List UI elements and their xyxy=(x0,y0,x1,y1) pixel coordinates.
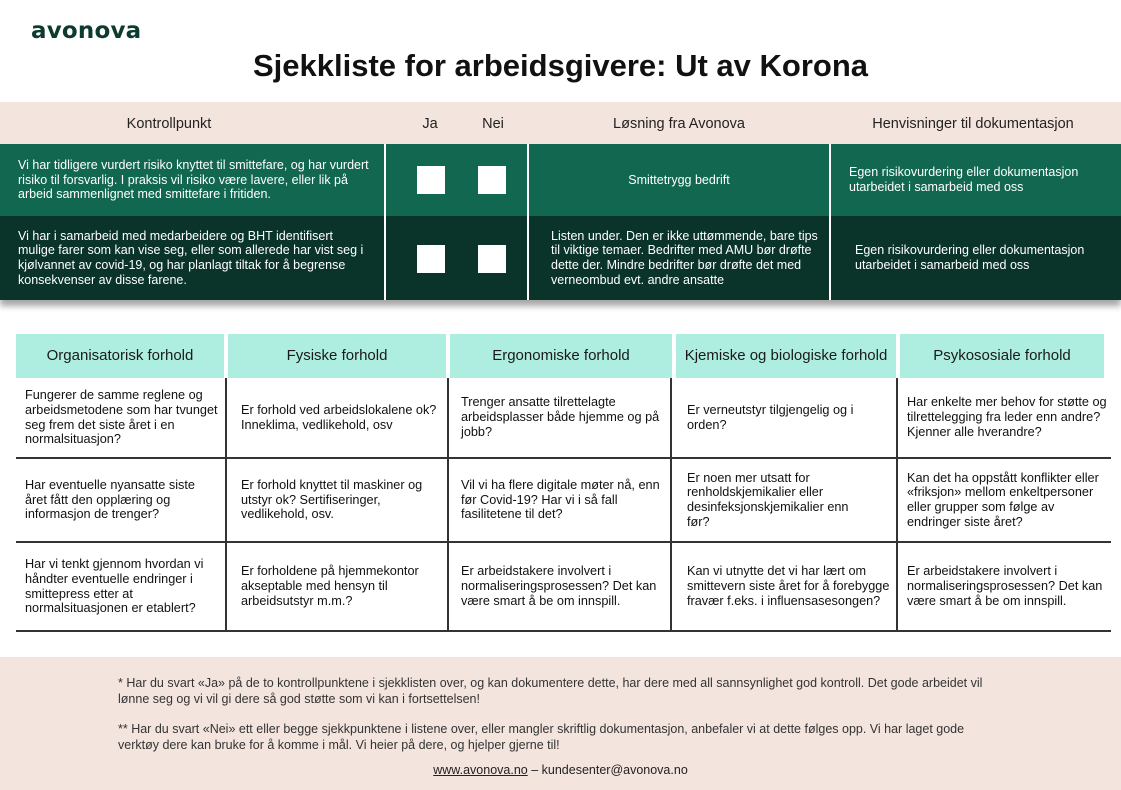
henvisning-text: Egen risikovurdering eller dokumentasjon utarbeidet i samarbeid med oss xyxy=(849,165,1079,194)
table-rule xyxy=(16,630,1111,632)
divider xyxy=(384,144,386,216)
divider xyxy=(829,144,831,216)
checklist-header xyxy=(0,102,1121,144)
table-divider xyxy=(225,378,227,632)
category-header-kjemiske: Kjemiske og biologiske forhold xyxy=(676,334,896,378)
website-link[interactable]: www.avonova.no xyxy=(433,763,528,777)
header-ja: Ja xyxy=(422,116,438,132)
ja-checkbox[interactable] xyxy=(417,245,445,273)
header-losning: Løsning fra Avonova xyxy=(613,116,745,132)
category-cell: Er forhold knyttet til maskiner og utstyr ok? Sertifiseringer, vedlikehold, osv. xyxy=(241,477,423,522)
category-cell: Har enkelte mer behov for støtte og tilrettelegging fra leder enn andre? Kjenner alle hverandre? xyxy=(907,395,1107,439)
checklist-row xyxy=(0,144,1121,216)
table-divider xyxy=(896,378,898,632)
nei-checkbox[interactable] xyxy=(478,166,506,194)
category-cell: Trenger ansatte tilrettelagte arbeidsplasser både hjemme og på jobb? xyxy=(461,395,660,439)
link-separator: – xyxy=(527,763,542,777)
category-cell: Er arbeidstakere involvert i normaliseringsprosessen? Det kan være smart å be om innspill. xyxy=(907,564,1103,608)
checklist xyxy=(0,102,1121,300)
category-cell: Er forhold ved arbeidslokalene ok? Inneklima, vedlikehold, osv xyxy=(241,402,437,432)
losning-text: Listen under. Den er ikke uttømmende, bare tips til viktige temaer. Bedrifter med AMU bør drøfte dette der. Mindre bedrifter bør drøfte det med verneombud evt. andre ansatte xyxy=(551,228,818,287)
category-cell: Er noen mer utsatt for renholdskjemikalier eller desinfeksjonskjemikalier enn før? xyxy=(687,470,849,529)
category-cell: Fungerer de samme reglene og arbeidsmetodene som har tvunget seg frem det siste året i en normalsituasjon? xyxy=(25,388,218,447)
category-cell: Kan det ha oppstått konflikter eller «friksjon» mellom enkeltpersoner eller grupper som følge av endringer siste året? xyxy=(907,470,1099,529)
category-header-ergonomiske: Ergonomiske forhold xyxy=(450,334,672,378)
divider xyxy=(829,216,831,300)
header-nei: Nei xyxy=(482,116,504,132)
category-cell: Har vi tenkt gjennom hvordan vi håndter eventuelle endringer i smittepress etter at normalsituasjonen er etablert? xyxy=(25,557,204,616)
table-divider xyxy=(670,378,672,632)
divider xyxy=(527,144,529,216)
table-divider xyxy=(447,378,449,632)
footnote-nei: ** Har du svart «Nei» ett eller begge sjekkpunktene i listene over, eller mangler skriftlig dokumentasjon, anbefaler vi at dette følges opp. Vi har laget gode verktøy dere kan bruke for å komme i mål. Vi heier på dere, og hjelper gjerne til! xyxy=(118,722,965,752)
ja-checkbox[interactable] xyxy=(417,166,445,194)
category-header-organisatorisk: Organisatorisk forhold xyxy=(16,334,224,378)
avonova-logo: avonova xyxy=(31,18,142,44)
divider xyxy=(527,216,529,300)
category-header-fysiske: Fysiske forhold xyxy=(228,334,446,378)
footer xyxy=(0,657,1121,790)
contact-links xyxy=(0,763,1121,777)
category-header-psykososiale: Psykososiale forhold xyxy=(900,334,1104,378)
kontrollpunkt-text: Vi har i samarbeid med medarbeidere og BHT identifisert mulige farer som kan vise seg, eller som allerede har vist seg i kjølvannet av covid-19, og har planlagt tiltak for å begrense konsekvenser av disse farene. xyxy=(18,228,364,287)
losning-text: Smittetrygg bedrift xyxy=(628,172,730,187)
category-cell: Er forholdene på hjemmekontor akseptable med hensyn til arbeidsutstyr m.m.? xyxy=(241,564,419,608)
kontrollpunkt-text: Vi har tidligere vurdert risiko knyttet til smittefare, og har vurdert risiko til forsvarlig. I praksis vil risiko være lavere, eller lik på arbeid sammenlignet med smittefare i fritiden. xyxy=(18,158,369,202)
header-henvisning: Henvisninger til dokumentasjon xyxy=(872,116,1074,132)
email-link[interactable]: kundesenter@avonova.no xyxy=(541,763,688,777)
nei-checkbox[interactable] xyxy=(478,245,506,273)
header-kontrollpunkt: Kontrollpunkt xyxy=(126,116,212,132)
footnote-ja: * Har du svart «Ja» på de to kontrollpunktene i sjekklisten over, og kan dokumentere dette, har dere med all sannsynlighet god kontroll. Det gode arbeidet vil lønne seg og vi vil gi dere så god støtte som vi kan i fortsettelsen! xyxy=(118,676,983,706)
henvisning-text: Egen risikovurdering eller dokumentasjon utarbeidet i samarbeid med oss xyxy=(855,243,1085,272)
category-cell: Er verneutstyr tilgjengelig og i orden? xyxy=(687,402,854,432)
checklist-rows xyxy=(0,144,1121,300)
page-title: Sjekkliste for arbeidsgivere: Ut av Korona xyxy=(252,48,869,83)
divider xyxy=(384,216,386,300)
category-cell: Kan vi utnytte det vi har lært om smittevern siste året for å forebygge fravær f.eks. i influensasesongen? xyxy=(687,564,890,608)
checklist-row xyxy=(0,216,1121,300)
category-cell: Har eventuelle nyansatte siste året fått den opplæring og informasjon de trenger? xyxy=(25,477,195,522)
category-cell: Er arbeidstakere involvert i normaliseringsprosessen? Det kan være smart å be om innspill. xyxy=(461,564,657,608)
category-cell: Vil vi ha flere digitale møter nå, enn før Covid-19? Har vi i så fall fasilitetene til det? xyxy=(461,477,660,522)
